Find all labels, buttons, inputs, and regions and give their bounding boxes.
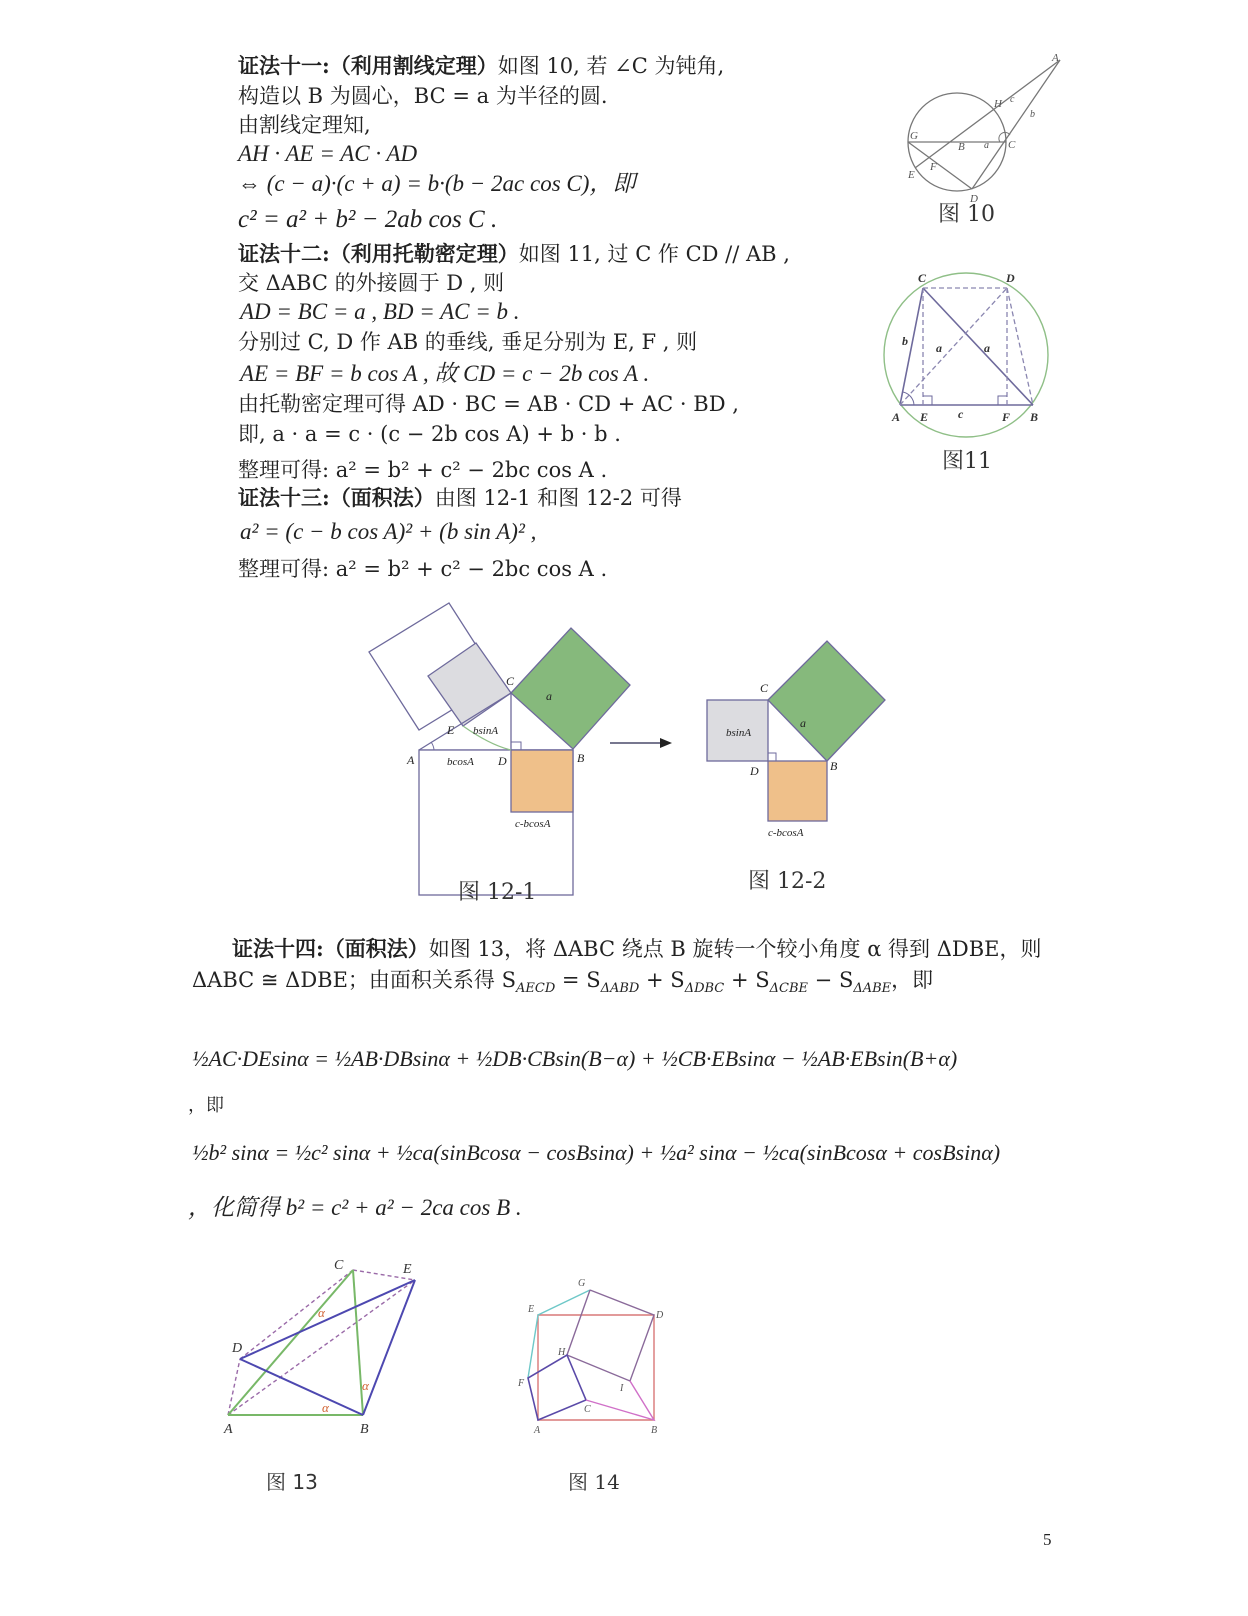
area-sub-CBE: ΔCBE	[769, 981, 808, 997]
fig12-1-green-square	[511, 628, 630, 749]
fig13-label-E: E	[403, 1262, 412, 1277]
fig10-line-EA	[915, 60, 1060, 168]
fig13-dash-CD	[240, 1270, 353, 1359]
proof12-title: 证法十二:（利用托勒密定理）	[238, 241, 519, 266]
fig10-label-C: C	[1008, 139, 1016, 151]
fig12-2-green-square	[768, 641, 885, 761]
fig10-label-b: b	[1030, 109, 1035, 120]
proof14-heading	[232, 935, 1042, 963]
proof11-line3: 由割线定理知,	[238, 113, 371, 137]
fig12-1-right-angle-D	[511, 742, 521, 750]
fig13-label-alpha-2: α	[362, 1378, 369, 1393]
fig11-label-a2: a	[984, 341, 990, 355]
fig10-label-H: H	[994, 98, 1002, 110]
fig11-label-F: F	[1002, 410, 1011, 424]
fig14-label-H: H	[558, 1347, 566, 1358]
proof14-line2	[192, 966, 933, 1003]
fig14-label-D: D	[656, 1310, 664, 1321]
fig10-label-F: F	[930, 161, 937, 173]
fig12-1-label-D: D	[498, 754, 507, 768]
fig12-1-label-B: B	[577, 751, 585, 765]
fig11-right-angle-E	[923, 396, 932, 405]
fig12-2-label-a: a	[800, 716, 806, 730]
fig13-side-DB	[240, 1359, 363, 1415]
proof14-plus-2: + S	[724, 968, 770, 992]
fig12-1-caption: 图 12-1	[458, 880, 537, 905]
proof14-eq2: ½b² sinα = ½c² sinα + ½ca(sinBcosα − cosBsinα) + ½a² sinα − ½ca(sinBcosα + cosBsinα)	[192, 1140, 1001, 1165]
fig13-dash-AE	[228, 1280, 415, 1415]
proof14-line2-text: ΔABC ≅ ΔDBE；由面积关系得 S	[192, 968, 516, 992]
fig13-label-B: B	[360, 1422, 369, 1437]
proof14-minus: − S	[808, 968, 854, 992]
fig10-label-B: B	[958, 141, 965, 153]
proof13-intro: 由图 12-1 和图 12-2 可得	[434, 486, 682, 510]
proof13-title: 证法十三:（面积法）	[238, 485, 435, 510]
proof11-eq2: ⇔ (c − a)·(c + a) = b·(b − 2ac cos C)，即	[238, 171, 636, 196]
fig13-label-C: C	[334, 1258, 344, 1273]
proof13-heading	[238, 484, 682, 512]
proof12-intro: 如图 11, 过 C 作 CD // AB ,	[518, 242, 790, 266]
proof12-eq2: AE = BF = b cos A , 故 CD = c − 2b cos A .	[240, 361, 650, 386]
fig14-label-F: F	[518, 1378, 525, 1389]
proof13-eq2: 整理可得: a² = b² + c² − 2bc cos A .	[238, 557, 608, 581]
fig10-caption: 图 10	[938, 202, 995, 227]
area-sub-ABE: ΔABE	[853, 981, 892, 997]
fig10-label-E: E	[908, 169, 915, 181]
proof11-line2: 构造以 B 为圆心，BC = a 为半径的圆.	[238, 84, 608, 108]
fig11-label-C: C	[918, 271, 927, 285]
fig11-caption: 图11	[942, 449, 992, 474]
figure-14	[500, 1270, 670, 1440]
fig12-1-label-a: a	[546, 689, 552, 703]
proof11-title: 证法十一:（利用割线定理）	[238, 53, 498, 78]
fig11-label-c: c	[958, 407, 964, 421]
fig13-label-D: D	[232, 1341, 243, 1356]
fig12-1-angle-A	[431, 742, 434, 750]
proof14-intro: 如图 13，将 ΔABC 绕点 B 旋转一个较小角度 α 得到 ΔDBE，则	[428, 937, 1042, 961]
fig11-label-b: b	[902, 334, 908, 348]
fig11-angle-A	[903, 392, 914, 405]
fig12-2-label-C: C	[760, 681, 769, 695]
fig12-2-label-B: B	[830, 759, 838, 773]
fig14-line-GDIH	[567, 1290, 654, 1381]
proof14-eq-sign: = S	[555, 968, 601, 992]
fig12-1-label-bsinA: bsinA	[473, 725, 499, 737]
fig12-1-label-E: E	[447, 723, 455, 737]
fig14-line-EG-F	[528, 1290, 590, 1378]
fig11-label-E: E	[920, 410, 929, 424]
fig12-2-label-D: D	[750, 764, 759, 778]
fig10-label-A: A	[1052, 52, 1059, 64]
fig13-side-AC	[228, 1270, 353, 1415]
proof11-eq1: AH · AE = AC · AD	[238, 141, 418, 166]
fig14-caption: 图 14	[568, 1470, 620, 1494]
fig10-label-D: D	[970, 193, 978, 205]
fig12-1-label-bcosA: bcosA	[447, 756, 474, 768]
fig10-label-a: a	[984, 140, 989, 151]
proof14-plus-1: + S	[639, 968, 685, 992]
fig12-2-right-angle-D	[768, 753, 776, 761]
figure-13	[220, 1255, 430, 1435]
figure-11	[880, 270, 1060, 430]
proof12-line2: 交 ΔABC 的外接圆于 D , 则	[238, 271, 505, 295]
fig14-label-I: I	[620, 1383, 624, 1394]
fig10-label-c: c	[1010, 94, 1015, 105]
proof12-line8: 整理可得: a² = b² + c² − 2bc cos A .	[238, 458, 608, 482]
fig14-label-C: C	[584, 1404, 591, 1415]
fig12-1-label-C: C	[506, 674, 515, 688]
fig13-label-A: A	[224, 1422, 233, 1437]
fig10-line-DA	[972, 60, 1060, 189]
fig12-1-orange-square	[511, 750, 573, 812]
proof11-intro: 如图 10, 若 ∠C 为钝角,	[497, 54, 725, 78]
fig14-square-AFHC	[528, 1355, 586, 1420]
fig11-dash-AD	[900, 288, 1007, 405]
fig10-label-G: G	[910, 130, 918, 142]
fig14-label-B: B	[651, 1425, 658, 1436]
proof12-heading	[238, 240, 790, 268]
area-sub-DBC: ΔDBC	[684, 981, 725, 997]
proof11-heading	[238, 52, 724, 80]
proof11-eq3: c² = a² + b² − 2ab cos C .	[238, 206, 498, 233]
proof14-title: 证法十四:（面积法）	[232, 936, 429, 961]
fig11-circumcircle	[884, 273, 1048, 437]
fig12-2-orange-square	[768, 761, 827, 821]
area-sub-AECD: AECD	[516, 981, 556, 997]
fig13-caption: 图 13	[266, 1470, 318, 1494]
area-sub-ABD: ΔABD	[600, 981, 640, 997]
proof12-line6: 由托勒密定理可得 AD · BC = AB · CD + AC · BD ,	[238, 392, 739, 416]
fig11-label-B: B	[1030, 410, 1039, 424]
fig12-1-label-A: A	[407, 753, 415, 767]
fig14-label-E: E	[528, 1304, 535, 1315]
fig12-2-caption: 图 12-2	[748, 869, 827, 894]
proof14-eq3: ，化简得 b² = c² + a² − 2ca cos B .	[188, 1195, 522, 1220]
proof12-line4: 分别过 C, D 作 AB 的垂线, 垂足分别为 E, F , 则	[238, 330, 698, 354]
fig11-dash-DB	[1007, 288, 1033, 405]
proof14-line2-end: ，即	[891, 968, 934, 992]
page-number: 5	[1043, 1530, 1052, 1549]
fig12-2-label-bsinA: bsinA	[726, 727, 752, 739]
proof14-eq1: ½AC·DEsinα = ½AB·DBsinα + ½DB·CBsin(B−α) + ½CB·EBsinα − ½AB·EBsin(B+α)	[192, 1046, 958, 1071]
fig11-label-a1: a	[936, 341, 942, 355]
fig13-label-alpha-1: α	[318, 1305, 325, 1320]
fig11-label-A: A	[892, 410, 901, 424]
fig11-label-D: D	[1006, 271, 1015, 285]
proof12-eq1: AD = BC = a , BD = AC = b .	[240, 299, 520, 324]
proof12-line7: 即, a · a = c · (c − 2b cos A) + b · b .	[238, 422, 621, 446]
fig11-right-angle-F	[998, 396, 1007, 405]
arrow-icon	[610, 735, 675, 751]
fig12-1-label-c-bcosA: c-bcosA	[515, 818, 551, 830]
fig13-label-alpha-3: α	[322, 1400, 329, 1415]
fig12-2-label-c-bcosA: c-bcosA	[768, 827, 804, 839]
fig14-label-G: G	[578, 1278, 586, 1289]
figure-10	[900, 52, 1070, 205]
fig14-label-A: A	[534, 1425, 541, 1436]
proof14-eq1-tail: ，即	[188, 1095, 224, 1116]
proof13-eq1: a² = (c − b cos A)² + (b sin A)² ,	[240, 519, 537, 544]
figure-12-2	[700, 640, 900, 840]
figure-12-1	[350, 585, 630, 875]
fig13-side-CB	[353, 1270, 363, 1415]
